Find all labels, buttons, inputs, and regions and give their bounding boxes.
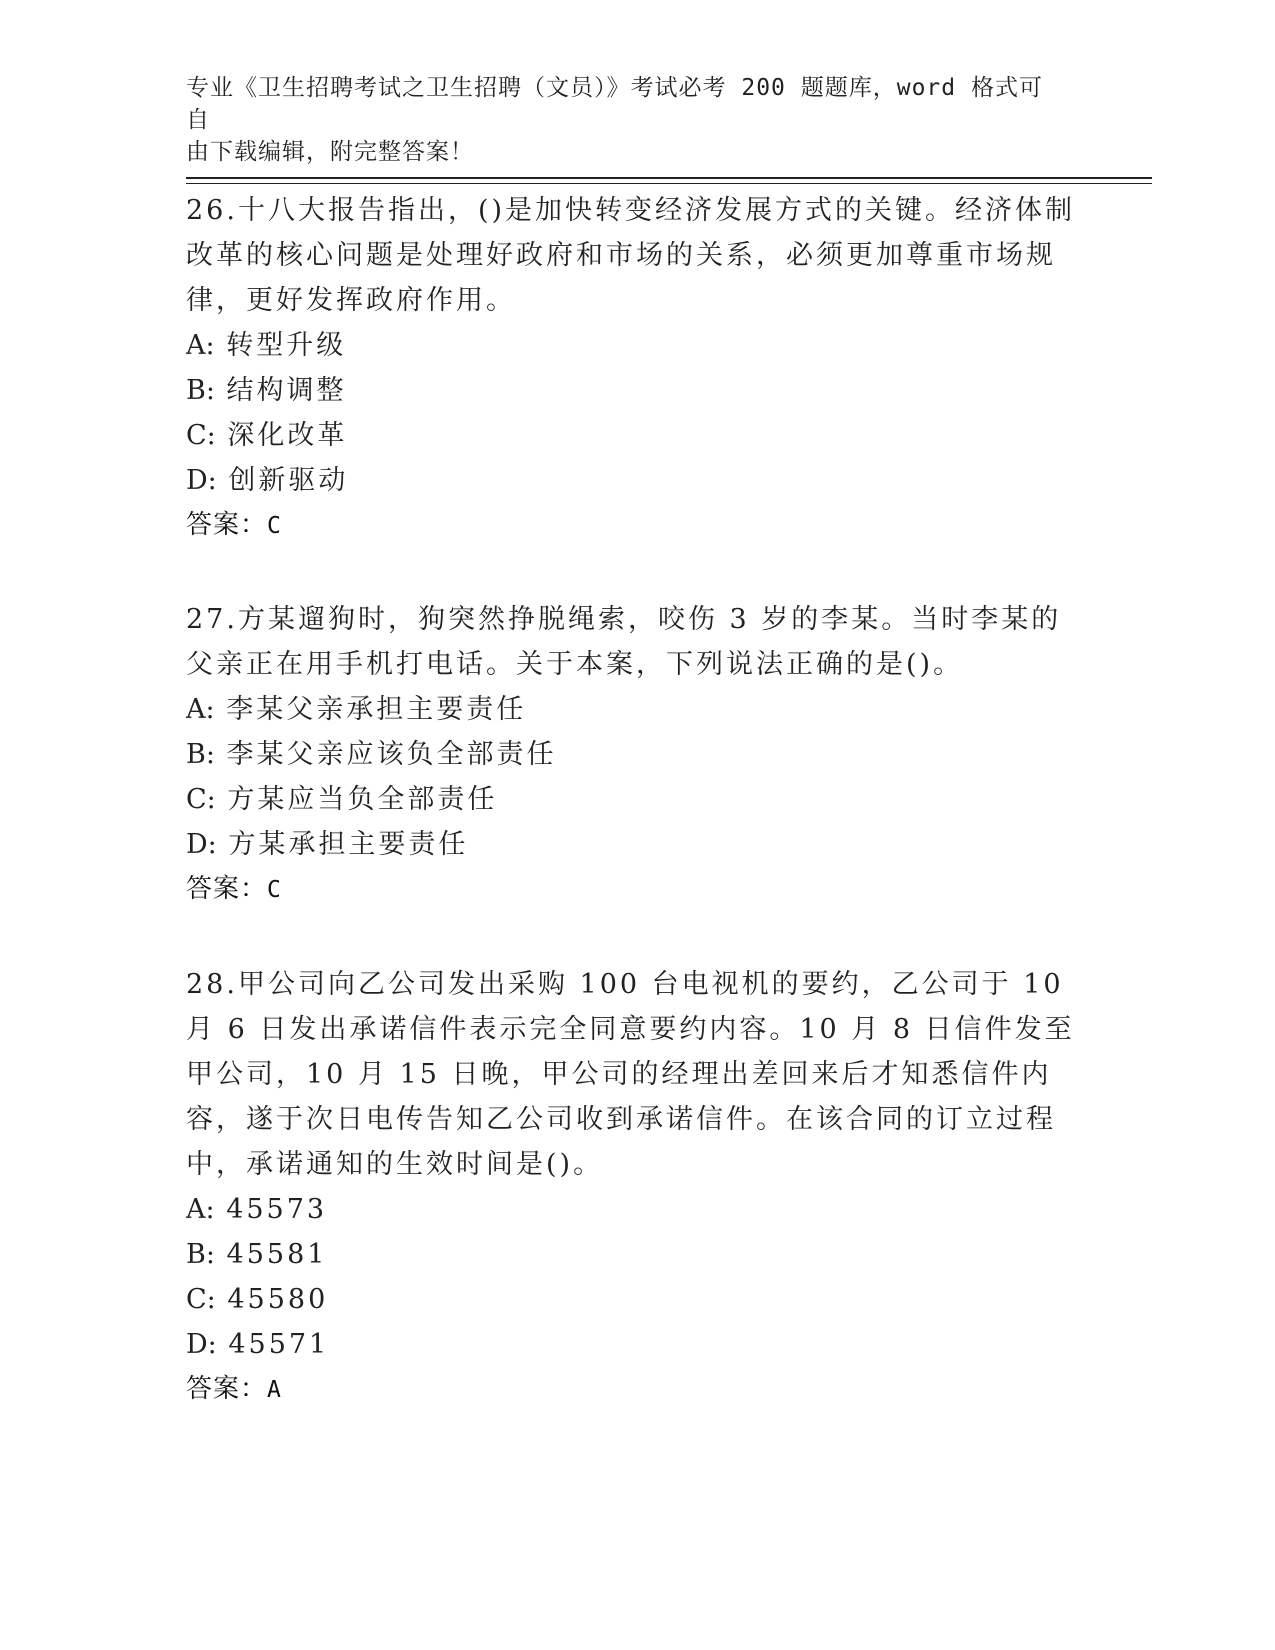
answer-line (186, 503, 1086, 549)
option-text: 45580 (227, 1284, 329, 1315)
option-letter: A: (186, 1194, 215, 1225)
option-text: 45573 (226, 1194, 328, 1225)
answer-value: C (267, 513, 282, 539)
option-text: 方某承担主要责任 (228, 829, 469, 860)
option-letter: C: (186, 420, 216, 451)
option-text: 方某应当负全部责任 (227, 784, 498, 815)
option-letter: D: (186, 1329, 217, 1360)
question-stem: 28.甲公司向乙公司发出采购 100 台电视机的要约，乙公司于 10 月 6 日发出承诺信件表示完全同意要约内容。10 月 8 日信件发至甲公司，10 月 15 日晚，甲公司的经理出差回来后才知悉信件内容，遂于次日电传告知乙公司收到承诺信件。在该合同的订立过程中，承诺通知的生效时间是()。 (186, 969, 1075, 1180)
option-list (186, 687, 1086, 867)
option-b (186, 368, 1086, 413)
option-list (186, 1187, 1086, 1367)
option-letter: D: (186, 465, 217, 496)
answer-label: 答案： (186, 874, 268, 904)
option-text: 45571 (228, 1329, 330, 1360)
answer-value: C (267, 877, 282, 903)
option-letter: C: (186, 784, 216, 815)
header-divider-thin (186, 183, 1152, 184)
answer-line (186, 867, 1086, 913)
option-letter: B: (186, 1239, 215, 1270)
question-stem: 26.十八大报告指出，()是加快转变经济发展方式的关键。经济体制改革的核心问题是处理好政府和市场的关系，必须更加尊重市场规律，更好发挥政府作用。 (186, 195, 1076, 316)
option-letter: D: (186, 829, 217, 860)
option-text: 创新驱动 (228, 465, 349, 496)
answer-label: 答案： (186, 510, 268, 540)
option-c (186, 413, 1086, 458)
option-d (186, 822, 1086, 867)
option-a (186, 687, 1086, 732)
question-27 (186, 597, 1086, 913)
option-text: 李某父亲承担主要责任 (226, 694, 527, 725)
option-letter: B: (186, 375, 215, 406)
option-letter: C: (186, 1284, 216, 1315)
option-text: 结构调整 (226, 375, 347, 406)
option-text: 李某父亲应该负全部责任 (226, 739, 557, 770)
option-c (186, 777, 1086, 822)
option-letter: B: (186, 739, 215, 770)
option-b (186, 1232, 1086, 1277)
option-a (186, 1187, 1086, 1232)
question-stem: 27.方某遛狗时，狗突然挣脱绳索，咬伤 3 岁的李某。当时李某的父亲正在用手机打电话。关于本案，下列说法正确的是()。 (186, 604, 1062, 680)
option-d (186, 1322, 1086, 1367)
option-text: 深化改革 (227, 420, 348, 451)
option-text: 转型升级 (226, 330, 347, 361)
question-28 (186, 962, 1086, 1413)
option-letter: A: (186, 694, 215, 725)
option-c (186, 1277, 1086, 1322)
question-26 (186, 188, 1086, 549)
option-d (186, 458, 1086, 503)
option-b (186, 732, 1086, 777)
option-list (186, 323, 1086, 503)
header-line-2: 由下载编辑，附完整答案！ (186, 139, 474, 165)
document-header (186, 72, 1066, 168)
option-text: 45581 (226, 1239, 328, 1270)
answer-value: A (267, 1377, 282, 1403)
header-divider-thick (186, 177, 1152, 179)
option-a (186, 323, 1086, 368)
header-line-1: 专业《卫生招聘考试之卫生招聘（文员）》考试必考 200 题题库，word 格式可自 (186, 75, 1043, 133)
answer-label: 答案： (186, 1374, 268, 1404)
answer-line (186, 1367, 1086, 1413)
option-letter: A: (186, 330, 215, 361)
